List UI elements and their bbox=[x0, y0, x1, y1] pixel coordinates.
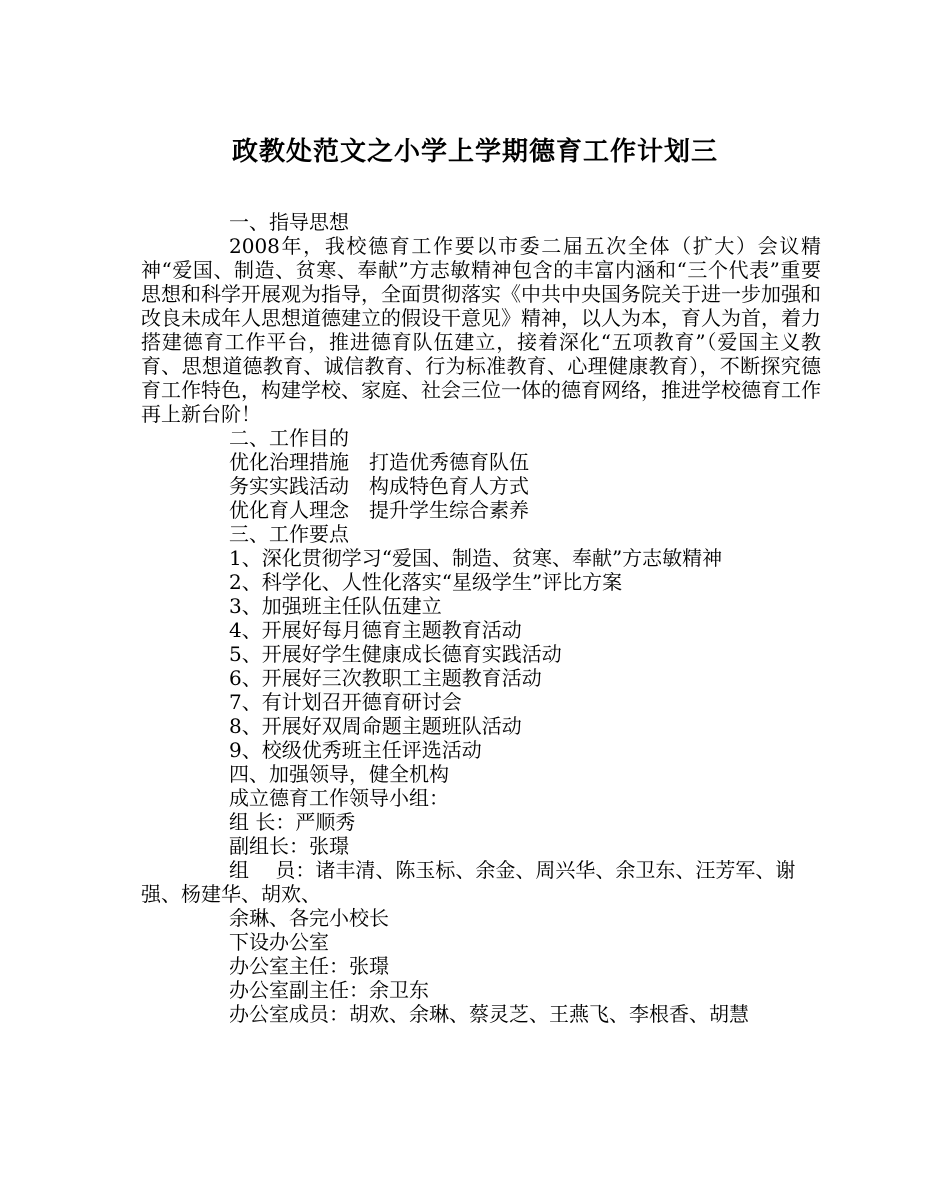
work-point-item: 7、有计划召开德育研讨会 bbox=[229, 690, 462, 714]
office-setup: 下设办公室 bbox=[229, 930, 329, 954]
section-heading-leadership: 四、加强领导，健全机构 bbox=[229, 762, 449, 786]
section-heading-work-points: 三、工作要点 bbox=[229, 522, 349, 546]
work-point-item: 9、校级优秀班主任评选活动 bbox=[229, 738, 482, 762]
goal-item-part-b: 打造优秀德育队伍 bbox=[369, 450, 529, 474]
office-director: 办公室主任：张璟 bbox=[229, 954, 389, 978]
work-point-item: 2、科学化、人性化落实“星级学生”评比方案 bbox=[229, 570, 623, 594]
document-body bbox=[141, 210, 821, 1026]
goal-item-part-a: 务实实践活动 bbox=[229, 474, 349, 498]
goal-item-part-b: 构成特色育人方式 bbox=[369, 474, 529, 498]
goal-item-part-b: 提升学生综合素养 bbox=[369, 498, 529, 522]
group-members: 组 员：诸丰清、陈玉标、余金、周兴华、余卫东、汪芳军、谢强、杨建华、胡欢、 bbox=[141, 858, 796, 906]
goal-item bbox=[141, 474, 821, 498]
work-point-item: 3、加强班主任队伍建立 bbox=[229, 594, 442, 618]
group-leader: 组 长：严顺秀 bbox=[229, 810, 356, 834]
group-members-continued: 余琳、各完小校长 bbox=[229, 906, 389, 930]
goal-item-part-a: 优化治理措施 bbox=[229, 450, 349, 474]
document-title: 政教处范文之小学上学期德育工作计划三 bbox=[231, 137, 718, 167]
work-point-item: 8、开展好双周命题主题班队活动 bbox=[229, 714, 522, 738]
work-point-item: 6、开展好三次教职工主题教育活动 bbox=[229, 666, 542, 690]
section-heading-guiding-thought: 一、指导思想 bbox=[229, 210, 349, 234]
goal-item-part-a: 优化育人理念 bbox=[229, 498, 349, 522]
group-deputy: 副组长：张璟 bbox=[229, 834, 349, 858]
work-point-item: 1、深化贯彻学习“爱国、制造、贫寒、奉献”方志敏精神 bbox=[229, 546, 723, 570]
work-point-item: 4、开展好每月德育主题教育活动 bbox=[229, 618, 522, 642]
goal-item bbox=[141, 450, 821, 474]
section-heading-work-goals: 二、工作目的 bbox=[229, 426, 349, 450]
work-point-item: 5、开展好学生健康成长德育实践活动 bbox=[229, 642, 562, 666]
office-members: 办公室成员：胡欢、余琳、蔡灵芝、王燕飞、李根香、胡慧 bbox=[229, 1002, 749, 1026]
office-deputy-director: 办公室副主任：余卫东 bbox=[229, 978, 429, 1002]
group-intro: 成立德育工作领导小组： bbox=[229, 786, 449, 810]
goal-item bbox=[141, 498, 821, 522]
guiding-thought-paragraph: 2008年，我校德育工作要以市委二届五次全体（扩大）会议精神“爱国、制造、贫寒、奉献”方志敏精神包含的丰富内涵和“三个代表”重要思想和科学开展观为指导，全面贯彻落实《中共中央国务院关于进一步加强和改良未成年人思想道德建立的假设干意见》精神，以人为本，育人为首，着力搭建德育工作平台，推进德育队伍建立，接着深化“五项教育”（爱国主义教育、思想道德教育、诚信教育、行为标准教育、心理健康教育），不断探究德育工作特色，构建学校、家庭、社会三位一体的德育网络，推进学校德育工作再上新台阶！ bbox=[141, 234, 821, 426]
